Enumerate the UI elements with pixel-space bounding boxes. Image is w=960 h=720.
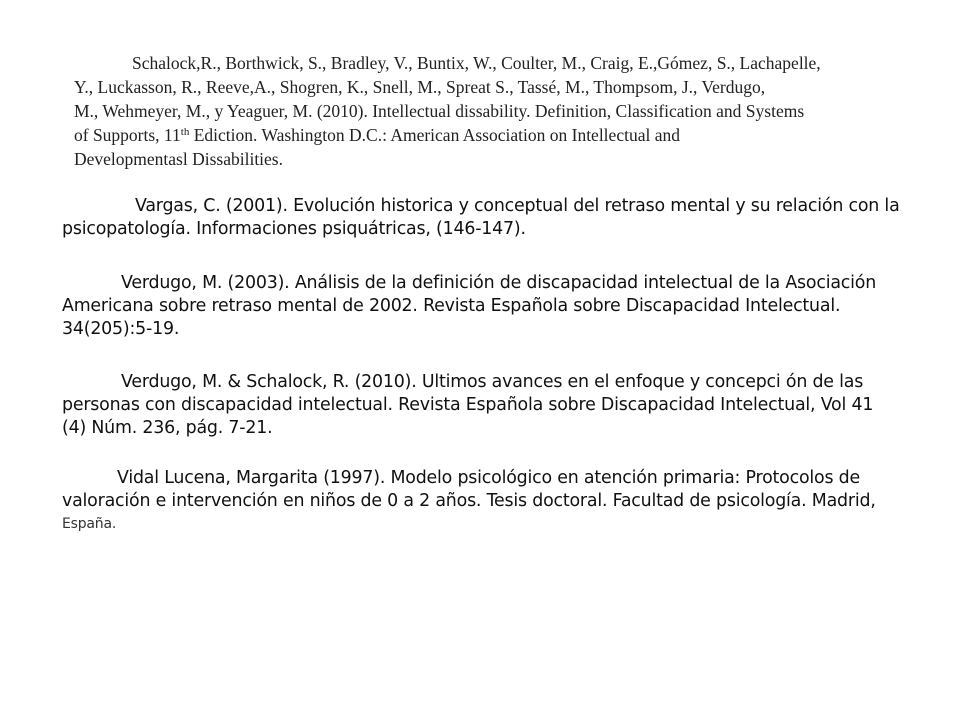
reference-line: Developmentasl Dissabilities. <box>74 149 283 169</box>
reference-line: Verdugo, M. (2003). Análisis de la definición de discapacidad intelectual de la Asociación <box>121 273 877 293</box>
reference-line: Americana sobre retraso mental de 2002. Revista Española sobre Discapacidad Intelectual. <box>62 296 841 316</box>
reference-line: M., Wehmeyer, M., y Yeaguer, M. (2010). Intellectual dissability. Definition, Classification and Systems <box>74 101 805 121</box>
reference-verdugo-schalock-2010 <box>62 371 873 440</box>
reference-schalock-2010 <box>74 51 821 171</box>
reference-line: Y., Luckasson, R., Reeve,A., Shogren, K., Snell, M., Spreat S., Tassé, M., Thompsom, J., Verdugo, <box>74 77 766 97</box>
reference-line: 34(205):5-19. <box>62 319 180 339</box>
reference-verdugo-2003 <box>62 272 876 341</box>
superscript: th <box>180 126 190 138</box>
reference-line: Vidal Lucena, Margarita (1997). Modelo psicológico en atención primaria: Protocolos de <box>117 468 860 488</box>
reference-line: (4) Núm. 236, pág. 7-21. <box>62 418 273 438</box>
reference-vidal-1997 <box>62 467 876 536</box>
reference-line: valoración e intervención en niños de 0 a 2 años. Tesis doctoral. Facultad de psicología. Madrid, <box>62 491 876 511</box>
reference-text: Ediction. Washington D.C.: American Association on Intellectual and <box>189 125 680 145</box>
reference-line: personas con discapacidad intelectual. Revista Española sobre Discapacidad Intelectual, Vol 41 <box>62 395 874 415</box>
reference-line <box>74 123 821 147</box>
reference-line: psicopatología. Informaciones psiquátricas, (146-147). <box>62 219 526 239</box>
reference-vargas-2001 <box>62 195 900 241</box>
reference-line: España. <box>62 516 117 532</box>
reference-line: Verdugo, M. & Schalock, R. (2010). Ultimos avances en el enfoque y concepci ón de las <box>121 372 864 392</box>
reference-line: Vargas, C. (2001). Evolución historica y conceptual del retraso mental y su relación con la <box>135 196 900 216</box>
reference-line: Schalock,R., Borthwick, S., Bradley, V., Buntix, W., Coulter, M., Craig, E.,Gómez, S., Lachapelle, <box>132 53 821 73</box>
reference-text: of Supports, 11 <box>74 125 181 145</box>
